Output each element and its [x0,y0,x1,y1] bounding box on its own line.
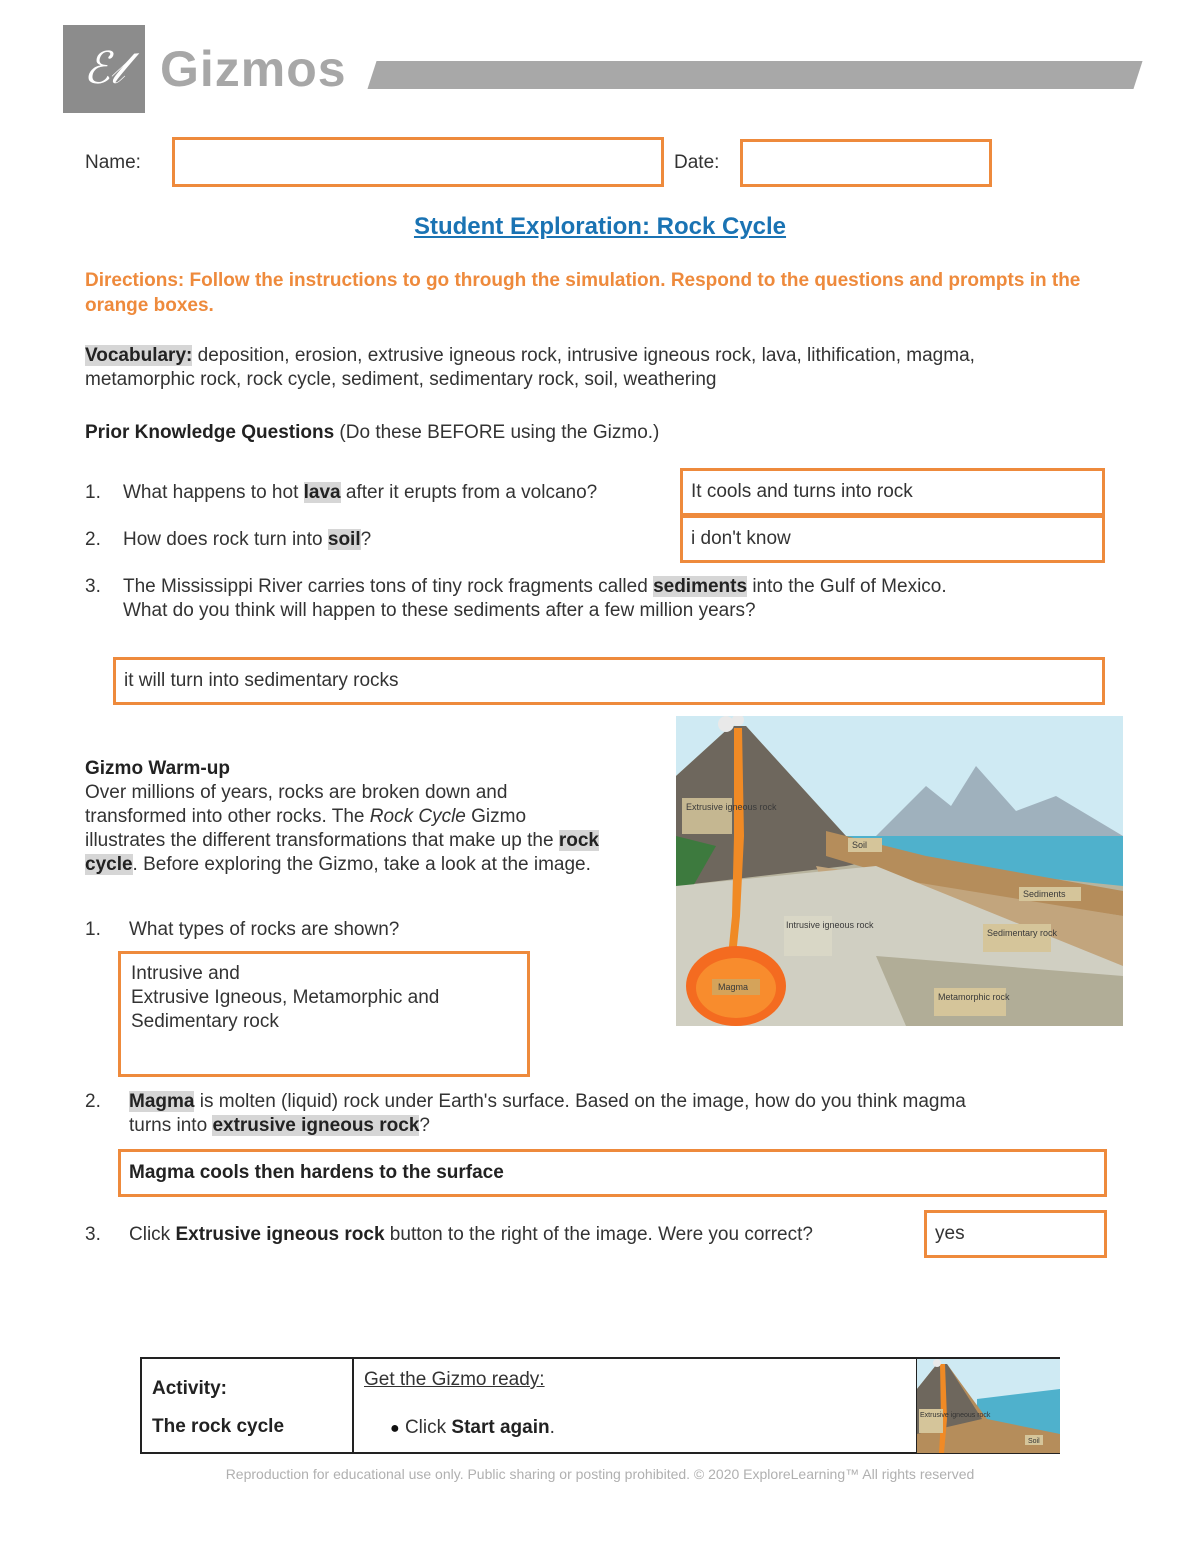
warmup-q3: 3. Click Extrusive igneous rock button to the right of the image. Were you correct? [85,1224,813,1245]
warmup-q1-answer[interactable]: Intrusive and Extrusive Igneous, Metamorphic and Sedimentary rock [118,951,530,1077]
activity-name: The rock cycle [152,1416,285,1437]
activity-thumbnail [917,1359,1060,1453]
date-field[interactable] [740,139,992,187]
header-bar [367,61,1142,89]
directions: Directions: Follow the instructions to go through the simulation. Respond to the questions and prompts in the orange boxes. [85,270,1081,316]
prior-q3: 3. The Mississippi River carries tons of tiny rock fragments called sediments into the Gulf of Mexico. What do you think will happen to these sediments after a few million years? [85,576,947,621]
label-intrusive[interactable]: Intrusive igneous rock [786,920,874,930]
label-extrusive[interactable]: Extrusive igneous rock [686,802,777,812]
thumb-label-extrusive: Extrusive igneous rock [920,1412,991,1419]
label-magma[interactable]: Magma [718,982,749,992]
rock-cycle-diagram [676,716,1123,1026]
warmup-q3-answer[interactable]: yes [924,1210,1107,1258]
label-sediments[interactable]: Sediments [1023,889,1066,899]
prior-q2: 2. How does rock turn into soil? [85,529,372,550]
prior-q1: 1. What happens to hot lava after it erupts from a volcano? [85,482,598,503]
page-title: Student Exploration: Rock Cycle [413,213,787,240]
label-soil[interactable]: Soil [852,840,868,850]
gizmos-logo-mark: ℰ𝓁 [63,25,145,113]
prior-q3-answer[interactable]: it will turn into sedimentary rocks [113,657,1105,705]
label-sedimentary[interactable]: Sedimentary rock [987,928,1058,938]
gizmo-ready-heading: Get the Gizmo ready: [364,1369,545,1390]
table-divider [352,1357,354,1454]
label-metamorphic[interactable]: Metamorphic rock [938,992,1010,1002]
name-field[interactable] [172,137,664,187]
warmup-q2-answer[interactable]: Magma cools then hardens to the surface [118,1149,1107,1197]
warmup-text: Gizmo Warm-up Over millions of years, rocks are broken down and transformed into other rocks. The Rock Cycle Gizmo illustrates the different transformations that make up the rock cycle. Before exploring the Gizmo, take a look at the image. [85,758,599,875]
activity-bullet: ● Click Start again. [390,1417,555,1438]
gizmos-logo-text: Gizmos [160,41,347,97]
prior-q2-answer[interactable]: i don't know [680,515,1105,563]
warmup-q1: 1. What types of rocks are shown? [85,919,400,940]
footer: Reproduction for educational use only. Public sharing or posting prohibited. © 2020 ExploreLearning™ All rights reserved [225,1466,975,1482]
thumb-label-soil: Soil [1028,1438,1040,1445]
name-label: Name: [85,152,141,173]
vocabulary: Vocabulary: deposition, erosion, extrusive igneous rock, intrusive igneous rock, lava, lithification, magma, metamorphic rock, rock cycle, sediment, sedimentary rock, soil, weathering [85,345,975,390]
prior-knowledge-heading: Prior Knowledge Questions (Do these BEFORE using the Gizmo.) [85,422,660,443]
prior-q1-answer[interactable]: It cools and turns into rock [680,468,1105,516]
warmup-q2: 2. Magma is molten (liquid) rock under Earth's surface. Based on the image, how do you think magma turns into extrusive igneous rock? [85,1091,966,1136]
date-label: Date: [674,152,720,173]
activity-label: Activity: [152,1378,227,1399]
